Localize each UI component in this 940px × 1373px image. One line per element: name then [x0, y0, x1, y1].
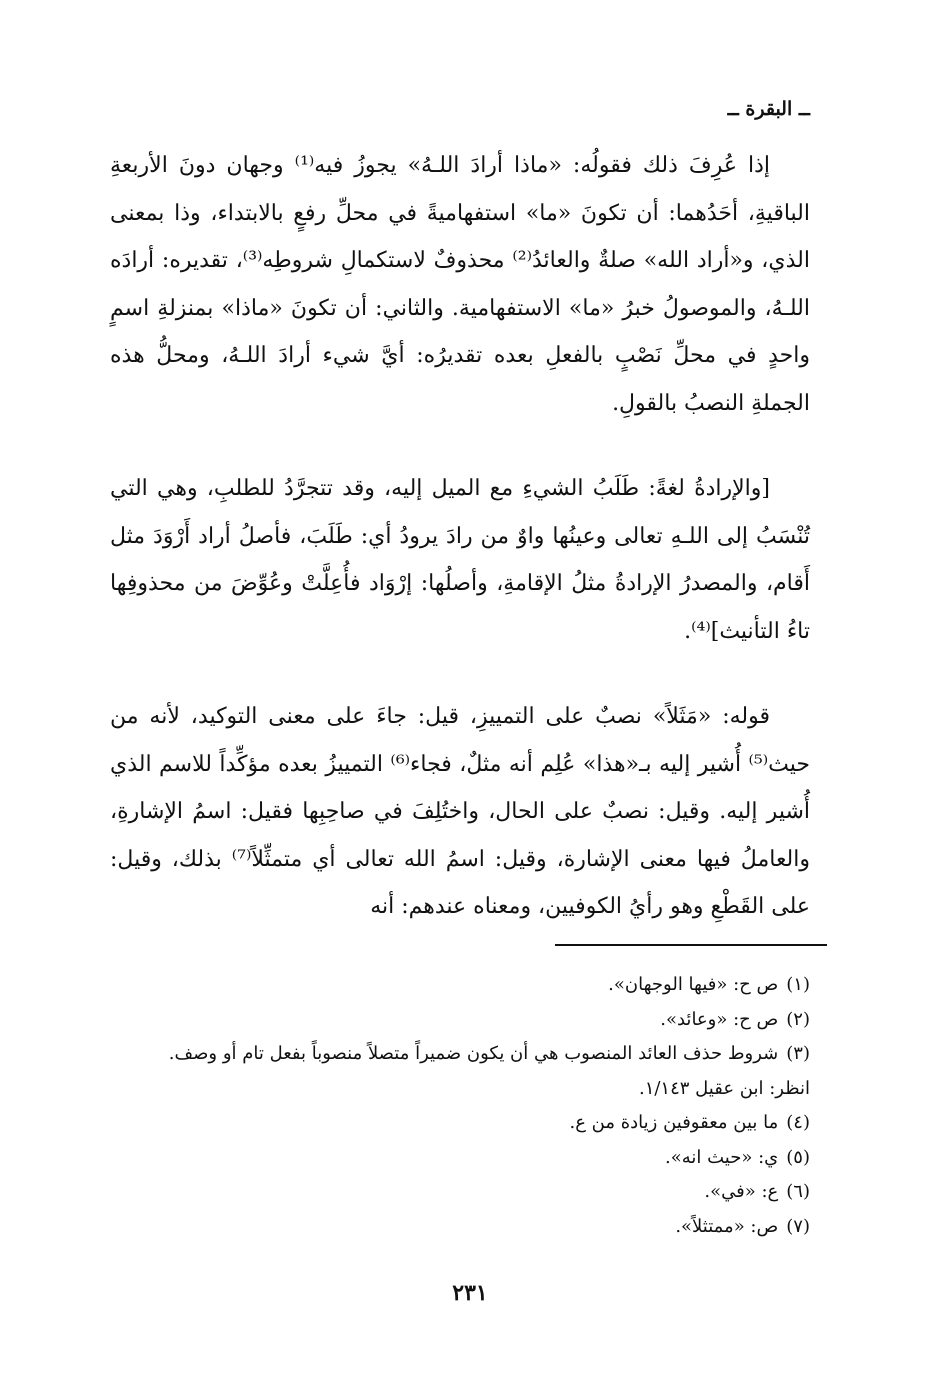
paragraph-3: قوله: «مَثَلاً» نصبٌ على التمييزِ، قيل: جاءَ على معنى التوكيد، لأنه من حيث⁽⁵⁾ أُشير إليه بـ«هذا» عُلِم أنه مثلٌ، فجاء⁽⁶⁾ التمييزُ بعده مؤكِّداً للاسم الذي أُشير إليه. وقيل: نصبٌ على الحال، واختُلِفَ في صاحِبِها فقيل: اسمُ الإشارةِ، والعاملُ فيها معنى الإشارة، وقيل: اسمُ الله تعالى أي متمثِّلاً⁽⁷⁾ بذلك، وقيل: على القَطْعِ وهو رأيُ الكوفيين، ومعناه عندهم: أنه	[110, 704, 810, 919]
footnote-2	[110, 1003, 810, 1038]
footnote-7	[110, 1210, 810, 1245]
footnote-1	[110, 968, 810, 1003]
paragraph-2: [والإرادةُ لغةً: طَلَبُ الشيءِ مع الميل إليه، وقد تتجرَّدُ للطلبِ، وهي التي تُنْسَبُ إلى اللـهِ تعالى وعينُها واوٌ من رادَ يرودُ أي: طَلَبَ، فأصلُ أراد أَرْوَدَ مثل أَقام، والمصدرُ الإرادةُ مثلُ الإقامةِ، وأصلُها: إرْوَاد فأُعِلَّتْ وعُوِّضَ من محذوفِها تاءُ التأنيث]⁽⁴⁾.	[110, 476, 810, 644]
footnote-number: (٣)	[786, 1043, 810, 1064]
footnote-text: ص ح: «وعائد».	[660, 1008, 779, 1030]
footnote-divider	[555, 944, 827, 946]
main-text	[110, 142, 810, 931]
footnote-number: (٧)	[786, 1215, 810, 1237]
footnote-4	[110, 1106, 810, 1141]
footnote-text: ي: «حيث انه».	[665, 1146, 779, 1168]
footnote-number: (٢)	[786, 1008, 810, 1030]
page-number: ٢٣١	[452, 1280, 488, 1306]
footnote-3	[110, 1037, 810, 1072]
paragraph-gap	[110, 655, 810, 693]
footnote-number: (١)	[786, 974, 810, 995]
footnote-5	[110, 1141, 810, 1176]
footnote-number: (٤)	[786, 1112, 810, 1133]
footnote-text: ع: «في».	[704, 1181, 779, 1202]
footnote-3-continuation: انظر: ابن عقيل ١/١٤٣.	[638, 1077, 810, 1099]
footnote-number: (٥)	[786, 1146, 810, 1168]
footnote-number: (٦)	[786, 1181, 810, 1202]
paragraph-1: إذا عُرِفَ ذلك فقولُه: «ماذا أرادَ اللـهُ» يجوزُ فيه⁽¹⁾ وجهان دونَ الأربعةِ الباقيةِ، أحَدُهما: أن تكونَ «ما» استفهاميةً في محلِّ رفعٍ بالابتداء، وذا بمعنى الذي، و«أراد الله» صلةٌ والعائدُ⁽²⁾ محذوفٌ لاستكمالِ شروطِه⁽³⁾، تقديره: أرادَه اللـهُ، والموصولُ خبرُ «ما» الاستفهامية. والثاني: أن تكونَ «ماذا» بمنزلةِ اسمٍ واحدٍ في محلِّ نَصْبٍ بالفعلِ بعده تقديرُه: أيَّ شيء أرادَ اللـهُ، ومحلُّ هذه الجملةِ النصبُ بالقولِ.	[110, 153, 810, 416]
footnote-text: ما بين معقوفين زيادة من ع.	[569, 1112, 779, 1133]
footnote-text: شروط حذف العائد المنصوب هي أن يكون ضميراً متصلاً منصوباً بفعل تام أو وصف.	[168, 1043, 779, 1064]
footnotes-list	[110, 968, 810, 1244]
paragraph-gap	[110, 427, 810, 465]
footnote-text: ص: «ممتثلاً».	[675, 1215, 779, 1237]
footnote-6	[110, 1175, 810, 1210]
running-head: ــ البقرة ــ	[727, 98, 810, 120]
footnote-text: ص ح: «فيها الوجهان».	[608, 974, 779, 995]
